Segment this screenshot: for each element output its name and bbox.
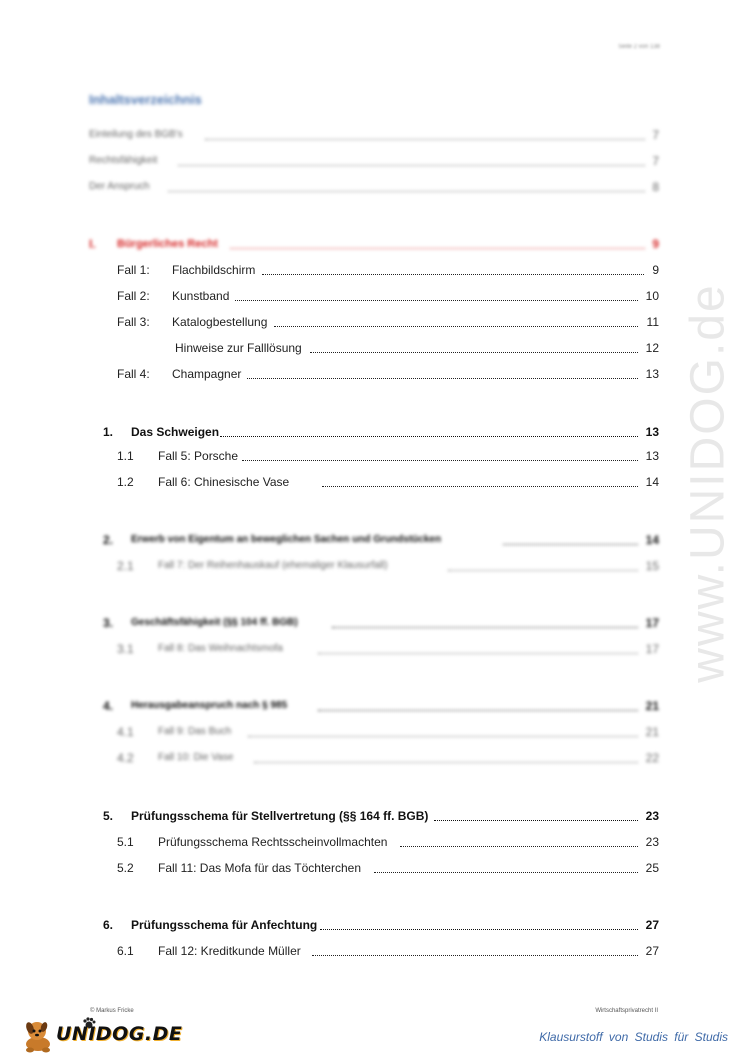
case-title: Flachbildschirm	[172, 263, 256, 277]
item-title: Fall 7: Der Reihenhauskauf (ehemaliger Klausurfall)	[158, 560, 388, 571]
dot-leader	[205, 138, 645, 140]
dot-leader	[178, 164, 645, 166]
item-page: 17	[645, 642, 659, 656]
section-page: 17	[645, 616, 659, 630]
dot-leader	[310, 351, 638, 353]
section-page: 21	[645, 699, 659, 713]
footer-course: Wirtschaftsprivatrecht II	[595, 1008, 658, 1014]
toc-entry[interactable]	[0, 339, 750, 357]
logo-text: UNIDOG.DE	[56, 1023, 183, 1045]
case-title: Hinweise zur Falllösung	[175, 341, 302, 355]
section-number: 1.	[103, 425, 114, 439]
item-title: Prüfungsschema Rechtsscheinvollmachten	[158, 835, 388, 849]
dot-leader	[235, 299, 638, 301]
section-number: 5.	[103, 809, 114, 823]
item-title: Fall 6: Chinesische Vase	[158, 475, 290, 489]
toc-entry[interactable]	[0, 833, 750, 851]
item-page: 13	[645, 449, 659, 463]
section-page: 14	[645, 533, 659, 547]
toc-entry[interactable]	[0, 473, 750, 491]
toc-entry[interactable]	[0, 126, 750, 144]
toc-section-i[interactable]	[0, 235, 750, 253]
section-number: 2.	[103, 533, 114, 547]
item-title: Fall 5: Porsche	[158, 449, 239, 463]
toc-section[interactable]	[0, 531, 750, 549]
footer-author: © Markus Fricke	[90, 1008, 134, 1014]
page-marker: Seite 2 von 138	[618, 44, 660, 50]
case-label: Fall 1:	[117, 263, 150, 277]
case-title: Katalogbestellung	[172, 315, 268, 329]
dot-leader	[248, 735, 638, 737]
toc-section[interactable]	[0, 423, 750, 441]
dot-leader	[242, 459, 638, 461]
toc-entry[interactable]	[0, 287, 750, 305]
item-number: 4.2	[117, 751, 134, 765]
entry-page: 7	[652, 128, 659, 142]
section-title: Herausgabeanspruch nach § 985	[131, 700, 288, 711]
toc-entry[interactable]	[0, 261, 750, 279]
dot-leader	[220, 435, 638, 437]
dot-leader	[274, 325, 638, 327]
toc-section[interactable]	[0, 807, 750, 825]
case-page: 9	[652, 263, 659, 277]
item-page: 25	[645, 861, 659, 875]
dot-leader	[503, 543, 638, 545]
dot-leader	[322, 485, 638, 487]
toc-entry[interactable]	[0, 640, 750, 658]
toc-entry[interactable]	[0, 447, 750, 465]
section-title: Bürgerliches Recht	[117, 238, 218, 250]
item-number: 4.1	[117, 725, 134, 739]
entry-title: Der Anspruch	[89, 181, 150, 192]
toc-entry[interactable]	[0, 723, 750, 741]
item-title: Fall 9: Das Buch	[158, 726, 232, 737]
item-page: 15	[645, 559, 659, 573]
item-page: 21	[645, 725, 659, 739]
section-page: 23	[645, 809, 659, 823]
section-number: 4.	[103, 699, 114, 713]
item-title: Fall 12: Kreditkunde Müller	[158, 944, 301, 958]
dot-leader	[434, 819, 638, 821]
case-label: Fall 3:	[117, 315, 150, 329]
section-number: 6.	[103, 918, 114, 932]
section-title: Geschäftsfähigkeit (§§ 104 ff. BGB)	[131, 617, 298, 628]
dot-leader	[312, 954, 638, 956]
dot-leader	[168, 190, 645, 192]
case-title: Kunstband	[172, 289, 230, 303]
dot-leader	[318, 709, 638, 711]
toc-entry[interactable]	[0, 942, 750, 960]
dot-leader	[318, 652, 638, 654]
case-label: Fall 2:	[117, 289, 150, 303]
dot-leader	[320, 928, 638, 930]
toc-entry[interactable]	[0, 557, 750, 575]
case-page: 12	[645, 341, 659, 355]
item-number: 5.2	[117, 861, 134, 875]
unidog-logo[interactable]	[20, 1014, 183, 1054]
toc-section[interactable]	[0, 614, 750, 632]
section-title: Erwerb von Eigentum an beweglichen Sachen und Grundstücken	[131, 534, 442, 545]
item-page: 23	[645, 835, 659, 849]
section-page: 9	[652, 237, 659, 251]
entry-page: 8	[652, 180, 659, 194]
entry-title: Rechtsfähigkeit	[89, 155, 158, 166]
item-page: 27	[645, 944, 659, 958]
section-page: 13	[645, 425, 659, 439]
toc-entry[interactable]	[0, 313, 750, 331]
section-title: Prüfungsschema für Stellvertretung (§§ 164 ff. BGB)	[131, 809, 429, 823]
case-label: Fall 4:	[117, 367, 150, 381]
item-page: 22	[645, 751, 659, 765]
item-number: 3.1	[117, 642, 134, 656]
toc-heading: Inhaltsverzeichnis	[89, 92, 202, 107]
dot-leader	[254, 761, 638, 763]
item-number: 6.1	[117, 944, 134, 958]
toc-section[interactable]	[0, 916, 750, 934]
dot-leader	[332, 626, 638, 628]
dot-leader	[230, 247, 645, 249]
section-title: Prüfungsschema für Anfechtung	[131, 918, 318, 932]
item-page: 14	[645, 475, 659, 489]
dot-leader	[262, 273, 644, 275]
entry-title: Einteilung des BGB's	[89, 129, 183, 140]
case-title: Champagner	[172, 367, 242, 381]
footer-tagline: Klausurstoff von Studis für Studis	[539, 1030, 728, 1044]
section-number: I.	[89, 237, 96, 251]
dot-leader	[374, 871, 638, 873]
section-number: 3.	[103, 616, 114, 630]
toc-section[interactable]	[0, 697, 750, 715]
dog-mascot-icon	[20, 1014, 60, 1054]
case-page: 11	[646, 315, 659, 329]
toc-entry[interactable]	[0, 365, 750, 383]
item-title: Fall 10: Die Vase	[158, 752, 234, 763]
item-title: Fall 8: Das Weihnachtsmofa	[158, 643, 283, 654]
dot-leader	[448, 569, 638, 571]
item-title: Fall 11: Das Mofa für das Töchterchen	[158, 861, 361, 875]
item-number: 1.2	[117, 475, 134, 489]
toc-entry[interactable]	[0, 859, 750, 877]
entry-page: 7	[652, 154, 659, 168]
toc-entry[interactable]	[0, 152, 750, 170]
section-page: 27	[645, 918, 659, 932]
case-page: 10	[645, 289, 659, 303]
dot-leader	[247, 377, 638, 379]
case-page: 13	[645, 367, 659, 381]
item-number: 2.1	[117, 559, 134, 573]
watermark-text: www.UNIDOG.de	[681, 283, 735, 683]
item-number: 1.1	[117, 449, 134, 463]
item-number: 5.1	[117, 835, 134, 849]
section-title: Das Schweigen	[131, 425, 220, 439]
toc-entry[interactable]	[0, 178, 750, 196]
dot-leader	[400, 845, 638, 847]
toc-entry[interactable]	[0, 749, 750, 767]
